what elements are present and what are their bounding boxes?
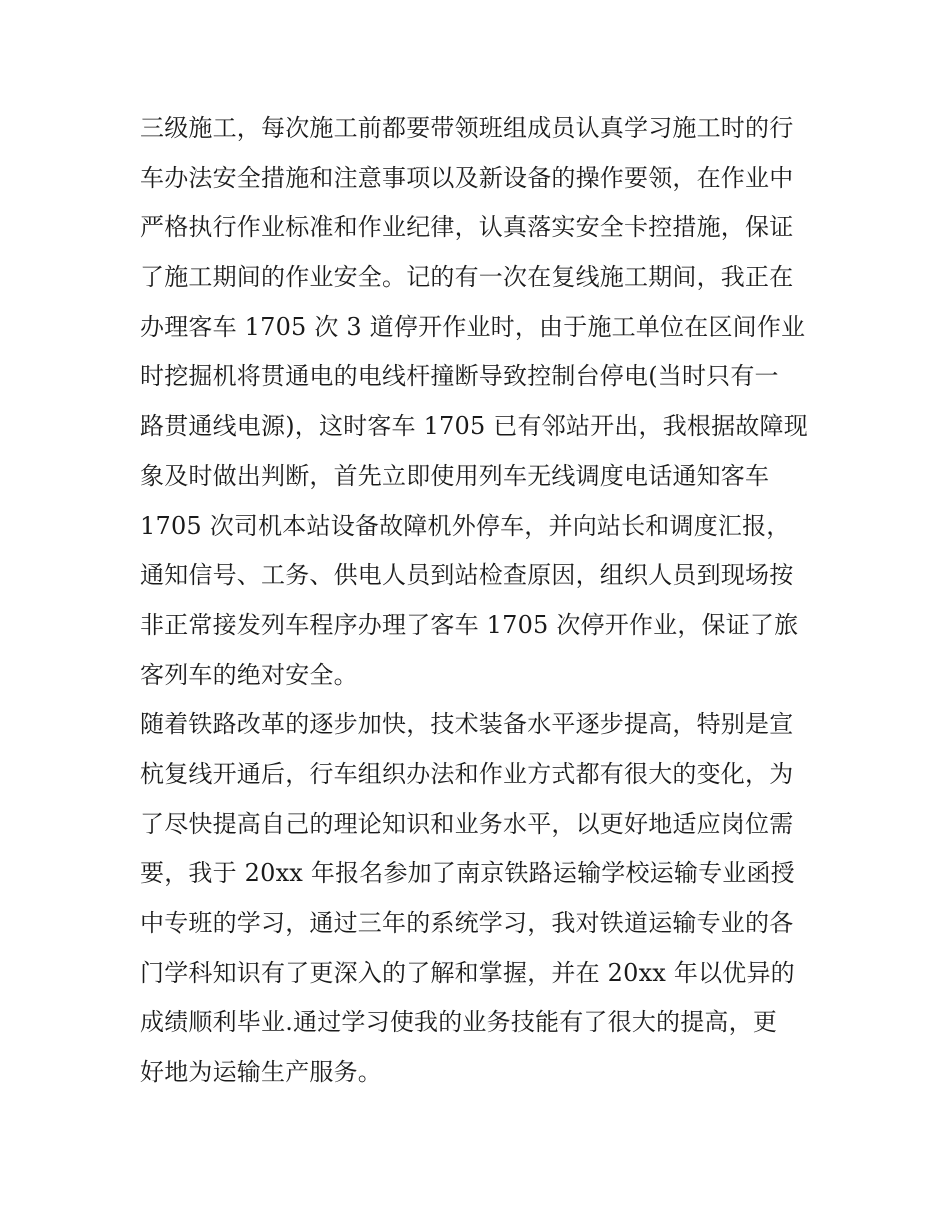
text-line: 1705 次司机本站设备故障机外停车，并向站长和调度汇报， [140, 511, 791, 540]
text-line: 三级施工，每次施工前都要带领班组成员认真学习施工时的行 [140, 114, 794, 142]
text-line: 中专班的学习，通过三年的系统学习，我对铁道运输专业的各 [140, 909, 794, 937]
text-line: 办理客车 1705 次 3 道停开作业时，由于施工单位在区间作业 [140, 312, 806, 341]
text-line: 杭复线开通后，行车组织办法和作业方式都有很大的变化，为 [140, 759, 794, 788]
text-line: 要，我于 20xx 年报名参加了南京铁路运输学校运输专业函授 [140, 859, 795, 888]
text-line: 好地为运输生产服务。 [140, 1058, 382, 1087]
text-line: 时挖掘机将贯通电的电线杆撞断导致控制台停电(当时只有一 [140, 362, 779, 391]
text-line: 客列车的绝对安全。 [140, 660, 358, 689]
text-line: 非正常接发列车程序办理了客车 1705 次停开作业，保证了旅 [140, 610, 799, 639]
text-line: 车办法安全措施和注意事项以及新设备的操作要领，在作业中 [140, 163, 794, 192]
document-body [140, 104, 840, 1098]
text-line: 路贯通线电源)，这时客车 1705 已有邻站开出，我根据故障现 [140, 412, 808, 441]
text-line: 成绩顺利毕业.通过学习使我的业务技能有了很大的提高，更 [140, 1008, 778, 1037]
text-line: 门学科知识有了更深入的了解和掌握，并在 20xx 年以优异的 [140, 958, 795, 987]
text-line: 象及时做出判断，首先立即使用列车无线调度电话通知客车 [140, 461, 770, 490]
text-line: 随着铁路改革的逐步加快，技术装备水平逐步提高，特别是宣 [140, 710, 794, 739]
text-line: 了施工期间的作业安全。记的有一次在复线施工期间，我正在 [140, 263, 794, 292]
text-line: 通知信号、工务、供电人员到站检查原因，组织人员到现场按 [140, 561, 794, 590]
text-line: 了尽快提高自己的理论知识和业务水平，以更好地适应岗位需 [140, 809, 794, 838]
text-line: 严格执行作业标准和作业纪律，认真落实安全卡控措施，保证 [140, 213, 794, 242]
